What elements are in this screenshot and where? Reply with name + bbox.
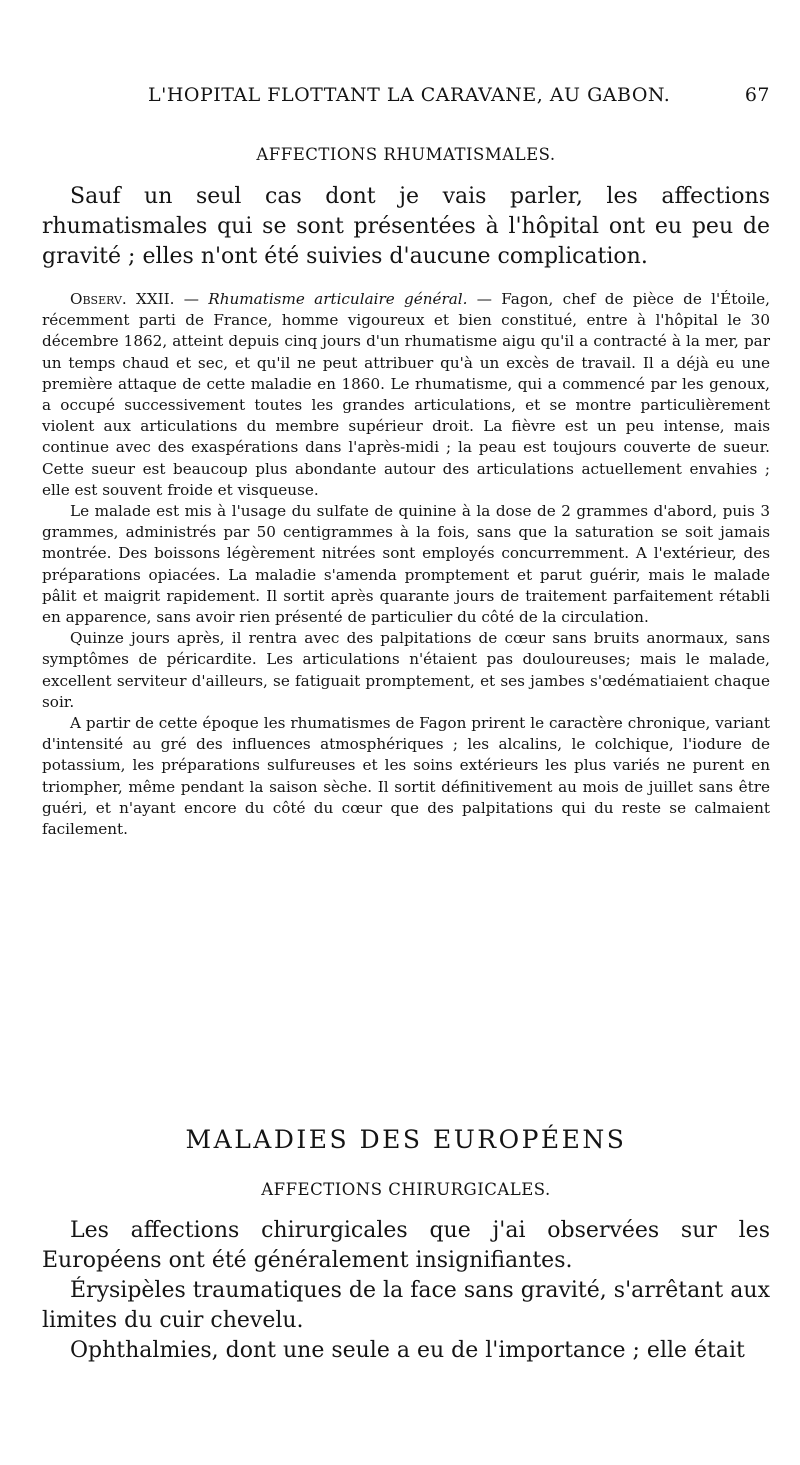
surgical-paragraph-3: Ophthalmies, dont une seule a eu de l'importance ; elle était [70, 1338, 745, 1363]
observation-title: Rhumatisme articulaire général. [208, 290, 468, 308]
observation-paragraph-4: A partir de cette époque les rhumatismes de Fagon prirent le caractère chronique, variant d'intensité au gré des influences atmosphériques ; les alcalins, le colchique, l'iodure de potassium, les préparations sulfureuses et les soins extérieurs les plus variés ne purent en triompher, même pendant la saison sèche. Il sortit définitivement au mois de juillet sans être guéri, et n'ayant encore du côté du cœur que des palpitations qui du reste se calmaient facilement. [42, 714, 770, 839]
surgical-paragraph-1: Les affections chirurgicales que j'ai observées sur les Européens ont été généralement insignifiantes. [42, 1218, 770, 1273]
observation-paragraph-1 [42, 289, 770, 501]
section-intro [42, 182, 770, 272]
running-title: L'HOPITAL FLOTTANT LA CARAVANE, AU GABON. [148, 84, 671, 106]
subheading-surgical: AFFECTIONS CHIRURGICALES. [261, 1180, 551, 1199]
surgical-paragraph-2: Érysipèles traumatiques de la face sans gravité, s'arrêtant aux limites du cuir chevelu. [42, 1278, 770, 1333]
surgical-block [42, 1216, 770, 1366]
observation-dash: — [174, 290, 209, 308]
page-number: 67 [744, 84, 770, 106]
intro-paragraph: Sauf un seul cas dont je vais parler, les affections rhumatismales qui se sont présentées à l'hôpital ont eu peu de gravité ; elles n'ont été suivies d'aucune complication. [42, 184, 770, 269]
observation-block [42, 289, 770, 840]
observation-paragraph-3: Quinze jours après, il rentra avec des palpitations de cœur sans bruits anormaux, sans symptômes de péricardite. Les articulations n'étaient pas douloureuses; mais le malade, excellent serviteur d'ailleurs, se fatiguait promptement, et ses jambes s'œdématiaient chaque soir. [42, 629, 770, 711]
observation-text-1: — Fagon, chef de pièce de l'Étoile, récemment parti de France, homme vigoureux et bien constitué, entre à l'hôpital le 30 décembre 1862, atteint depuis cinq jours d'un rhumatisme aigu qu'il a contracté à la mer, par un temps chaud et sec, et qu'il ne peut attribuer qu'à un excès de travail. Il a déjà eu une première attaque de cette maladie en 1860. Le rhumatisme, qui a commencé par les genoux, a occupé successivement toutes les grandes articulations, et se montre particulièrement violent aux articulations du membre supérieur droit. La fièvre est un peu intense, mais continue avec des exaspérations dans l'après-midi ; la peau est toujours couverte de sueur. Cette sueur est beaucoup plus abondante autour des articulations actuellement envahies ; elle est souvent froide et visqueuse. [42, 290, 770, 499]
observation-label: Observ. XXII. [70, 290, 175, 308]
section-heading-europeans: MALADIES DES EUROPÉENS [185, 1125, 627, 1154]
observation-paragraph-2: Le malade est mis à l'usage du sulfate de quinine à la dose de 2 grammes d'abord, puis 3 grammes, administrés par 50 centigrammes à la fois, sans que la saturation se soit jamais montrée. Des boissons légèrement nitrées sont employés concurremment. A l'extérieur, des préparations opiacées. La maladie s'amenda promptement et parut guérir, mais le malade pâlit et maigrit rapidement. Il sortit après quarante jours de traitement parfaitement rétabli en apparence, sans avoir rien présenté de particulier du côté de la circulation. [42, 502, 770, 627]
section-heading-rheumatic: AFFECTIONS RHUMATISMALES. [256, 145, 556, 164]
